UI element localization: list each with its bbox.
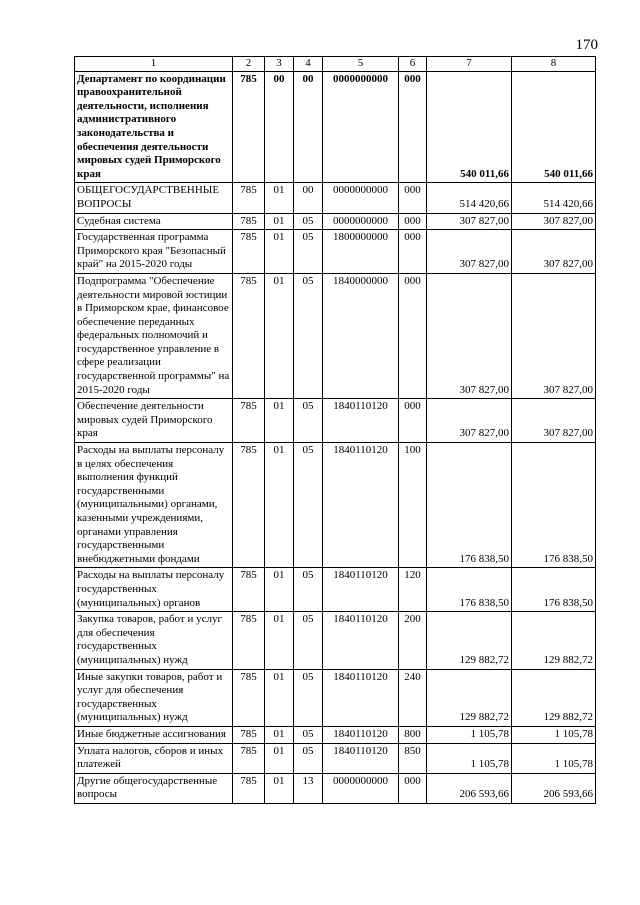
row-amount-7: 307 827,00 <box>427 399 512 443</box>
row-code-5: 0000000000 <box>323 183 399 213</box>
row-code-2: 785 <box>233 669 265 726</box>
row-code-5: 0000000000 <box>323 213 399 230</box>
row-code-3: 01 <box>265 399 294 443</box>
row-code-2: 785 <box>233 743 265 773</box>
row-code-4: 05 <box>294 612 323 669</box>
table-row <box>75 399 596 443</box>
row-amount-7: 540 011,66 <box>427 71 512 183</box>
row-code-4: 00 <box>294 183 323 213</box>
row-code-3: 00 <box>265 71 294 183</box>
row-code-5: 1840110120 <box>323 743 399 773</box>
row-name: Уплата налогов, сборов и иных платежей <box>75 743 233 773</box>
table-row <box>75 612 596 669</box>
table-row <box>75 273 596 398</box>
column-header: 3 <box>265 57 294 72</box>
row-code-2: 785 <box>233 273 265 398</box>
row-name: Подпрограмма "Обеспечение деятельности мировой юстиции в Приморском крае, финансовое обеспечение переданных федеральных полномочий и государственное управление в сфере реализации государственной программы" на 2015-2020 годы <box>75 273 233 398</box>
table-row <box>75 743 596 773</box>
row-code-2: 785 <box>233 213 265 230</box>
row-code-3: 01 <box>265 183 294 213</box>
row-name: Обеспечение деятельности мировых судей Приморского края <box>75 399 233 443</box>
row-code-6: 000 <box>399 399 427 443</box>
column-header: 4 <box>294 57 323 72</box>
row-code-3: 01 <box>265 669 294 726</box>
row-code-3: 01 <box>265 273 294 398</box>
row-code-6: 000 <box>399 230 427 274</box>
row-amount-7: 129 882,72 <box>427 669 512 726</box>
row-amount-8: 514 420,66 <box>512 183 596 213</box>
row-code-6: 240 <box>399 669 427 726</box>
row-code-4: 05 <box>294 273 323 398</box>
row-amount-8: 129 882,72 <box>512 669 596 726</box>
table-body <box>75 71 596 803</box>
page-number: 170 <box>575 37 598 53</box>
row-amount-7: 176 838,50 <box>427 443 512 568</box>
row-code-4: 05 <box>294 213 323 230</box>
row-code-5: 1840110120 <box>323 669 399 726</box>
row-amount-7: 307 827,00 <box>427 273 512 398</box>
row-code-6: 850 <box>399 743 427 773</box>
row-amount-8: 307 827,00 <box>512 399 596 443</box>
row-code-4: 05 <box>294 743 323 773</box>
row-code-5: 0000000000 <box>323 773 399 803</box>
row-amount-7: 514 420,66 <box>427 183 512 213</box>
row-code-5: 1840110120 <box>323 726 399 743</box>
table-row <box>75 71 596 183</box>
row-name: Другие общегосударственные вопросы <box>75 773 233 803</box>
row-name: Расходы на выплаты персоналу государственных (муниципальных) органов <box>75 568 233 612</box>
row-code-6: 800 <box>399 726 427 743</box>
header-row <box>75 57 596 72</box>
budget-table <box>74 56 596 804</box>
row-amount-8: 307 827,00 <box>512 273 596 398</box>
table-row <box>75 726 596 743</box>
row-amount-7: 307 827,00 <box>427 213 512 230</box>
row-code-5: 1840110120 <box>323 399 399 443</box>
row-code-6: 120 <box>399 568 427 612</box>
table-row <box>75 669 596 726</box>
row-amount-8: 307 827,00 <box>512 213 596 230</box>
row-amount-8: 1 105,78 <box>512 743 596 773</box>
row-amount-7: 1 105,78 <box>427 726 512 743</box>
column-header: 5 <box>323 57 399 72</box>
row-amount-8: 206 593,66 <box>512 773 596 803</box>
row-code-3: 01 <box>265 743 294 773</box>
row-code-6: 000 <box>399 71 427 183</box>
row-code-5: 1840110120 <box>323 612 399 669</box>
row-amount-8: 1 105,78 <box>512 726 596 743</box>
column-header: 6 <box>399 57 427 72</box>
table-row <box>75 443 596 568</box>
row-code-2: 785 <box>233 726 265 743</box>
row-code-2: 785 <box>233 773 265 803</box>
row-amount-7: 307 827,00 <box>427 230 512 274</box>
column-header: 8 <box>512 57 596 72</box>
column-header: 7 <box>427 57 512 72</box>
row-code-5: 1840000000 <box>323 273 399 398</box>
row-amount-7: 129 882,72 <box>427 612 512 669</box>
row-name: Иные закупки товаров, работ и услуг для обеспечения государственных (муниципальных) нужд <box>75 669 233 726</box>
row-name: Департамент по координации правоохранительной деятельности, исполнения административного законодательства и обеспечения деятельности мировых судей Приморского края <box>75 71 233 183</box>
row-amount-8: 176 838,50 <box>512 443 596 568</box>
row-name: Расходы на выплаты персоналу в целях обеспечения выполнения функций государственными (муниципальными) органами, казенными учреждениями, органами управления государственными внебюджетными фондами <box>75 443 233 568</box>
row-code-6: 000 <box>399 773 427 803</box>
row-code-2: 785 <box>233 230 265 274</box>
row-code-2: 785 <box>233 183 265 213</box>
row-code-2: 785 <box>233 612 265 669</box>
row-code-4: 05 <box>294 726 323 743</box>
row-code-4: 00 <box>294 71 323 183</box>
row-code-6: 000 <box>399 213 427 230</box>
row-code-5: 1800000000 <box>323 230 399 274</box>
column-header: 1 <box>75 57 233 72</box>
row-code-4: 13 <box>294 773 323 803</box>
row-code-6: 200 <box>399 612 427 669</box>
table-row <box>75 213 596 230</box>
row-amount-8: 129 882,72 <box>512 612 596 669</box>
row-code-2: 785 <box>233 568 265 612</box>
row-name: ОБЩЕГОСУДАРСТВЕННЫЕ ВОПРОСЫ <box>75 183 233 213</box>
table-row <box>75 568 596 612</box>
row-name: Судебная система <box>75 213 233 230</box>
row-code-4: 05 <box>294 568 323 612</box>
row-code-2: 785 <box>233 443 265 568</box>
row-code-5: 1840110120 <box>323 568 399 612</box>
row-code-4: 05 <box>294 669 323 726</box>
row-name: Иные бюджетные ассигнования <box>75 726 233 743</box>
table-row <box>75 773 596 803</box>
row-code-5: 0000000000 <box>323 71 399 183</box>
column-header: 2 <box>233 57 265 72</box>
table-row <box>75 230 596 274</box>
row-code-6: 100 <box>399 443 427 568</box>
row-code-3: 01 <box>265 443 294 568</box>
row-amount-7: 176 838,50 <box>427 568 512 612</box>
row-amount-7: 206 593,66 <box>427 773 512 803</box>
row-code-6: 000 <box>399 273 427 398</box>
row-amount-8: 540 011,66 <box>512 71 596 183</box>
row-code-3: 01 <box>265 568 294 612</box>
row-code-2: 785 <box>233 399 265 443</box>
row-code-6: 000 <box>399 183 427 213</box>
row-name: Государственная программа Приморского края "Безопасный край" на 2015-2020 годы <box>75 230 233 274</box>
row-code-4: 05 <box>294 399 323 443</box>
row-code-4: 05 <box>294 443 323 568</box>
row-amount-7: 1 105,78 <box>427 743 512 773</box>
row-code-3: 01 <box>265 726 294 743</box>
row-amount-8: 176 838,50 <box>512 568 596 612</box>
row-code-3: 01 <box>265 230 294 274</box>
row-code-2: 785 <box>233 71 265 183</box>
row-code-4: 05 <box>294 230 323 274</box>
row-code-3: 01 <box>265 773 294 803</box>
row-name: Закупка товаров, работ и услуг для обеспечения государственных (муниципальных) нужд <box>75 612 233 669</box>
table-row <box>75 183 596 213</box>
row-code-3: 01 <box>265 612 294 669</box>
row-code-5: 1840110120 <box>323 443 399 568</box>
row-amount-8: 307 827,00 <box>512 230 596 274</box>
row-code-3: 01 <box>265 213 294 230</box>
